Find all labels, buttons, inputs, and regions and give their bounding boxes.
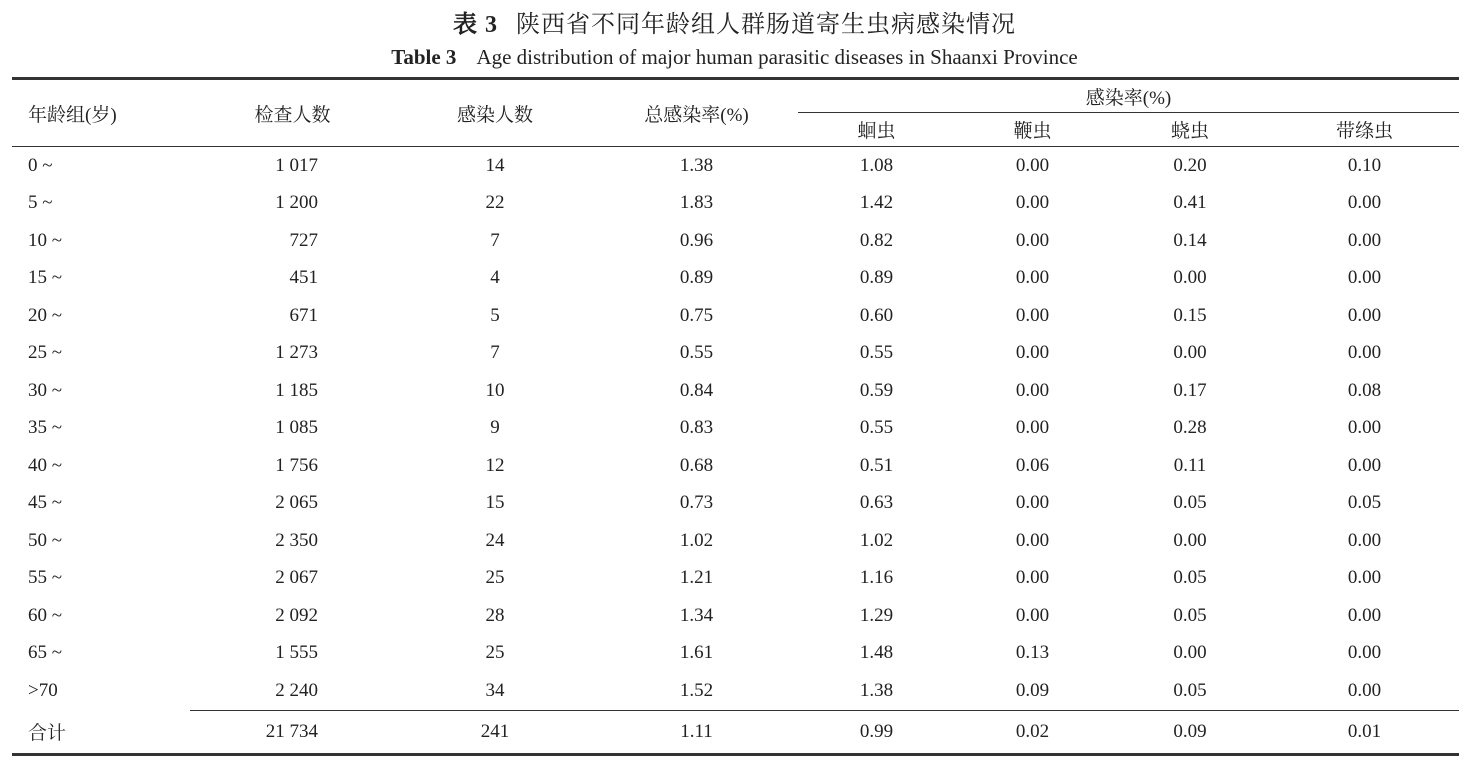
cell-infected: 14	[485, 154, 505, 176]
table-row	[12, 522, 1459, 560]
infection-table	[12, 77, 1459, 756]
cell-age-group: 35 ~	[28, 417, 63, 439]
cell-taenia-rate: 0.00	[1347, 567, 1382, 589]
cell-ascaris-rate: 0.60	[859, 304, 894, 326]
cell-taenia-rate: 0.00	[1347, 679, 1382, 701]
cell-ascaris-rate: 1.16	[859, 567, 894, 589]
cell-total-rate: 0.73	[679, 492, 714, 514]
cell-ascaris-rate: 0.59	[859, 379, 894, 401]
cell-infected: 15	[485, 492, 505, 514]
cell-taenia-rate: 0.00	[1347, 454, 1382, 476]
cell-enterobius-rate: 0.14	[1173, 229, 1207, 251]
cell-infected: 7	[490, 342, 500, 364]
cell-age-group: 10 ~	[28, 229, 63, 251]
cell-total-rate: 0.96	[679, 229, 714, 251]
cell-examined: 1 085	[275, 417, 318, 439]
cell-infected: 24	[485, 529, 505, 551]
cell-examined: 727	[289, 229, 318, 251]
cell-ascaris-rate: 1.48	[859, 642, 894, 664]
cell-examined: 1 017	[275, 154, 318, 176]
cell-ascaris-rate: 0.55	[859, 417, 894, 439]
cell-examined: 2 240	[275, 679, 318, 701]
cell-trichuris-rate: 0.00	[1015, 529, 1050, 551]
table-row	[12, 335, 1459, 373]
table-title-en	[0, 45, 1469, 70]
cell-ascaris-rate: 0.63	[859, 492, 894, 514]
cell-taenia-rate: 0.00	[1347, 604, 1382, 626]
cell-enterobius-rate: 0.11	[1173, 454, 1207, 476]
cell-enterobius-rate: 0.09	[1110, 710, 1270, 754]
cell-taenia-rate: 0.00	[1347, 192, 1382, 214]
cell-enterobius-rate: 0.00	[1173, 267, 1207, 289]
cell-infected: 28	[485, 604, 505, 626]
table-number-cn: 表 3	[453, 12, 498, 38]
header-examined: 检查人数	[254, 104, 331, 126]
cell-enterobius-rate: 0.20	[1173, 154, 1207, 176]
cell-ascaris-rate: 1.02	[859, 529, 894, 551]
cell-taenia-rate: 0.00	[1347, 417, 1382, 439]
cell-examined: 2 067	[275, 567, 318, 589]
cell-ascaris-rate: 0.89	[859, 267, 894, 289]
cell-enterobius-rate: 0.28	[1173, 417, 1207, 439]
cell-trichuris-rate: 0.00	[1015, 417, 1050, 439]
table-row	[12, 597, 1459, 635]
cell-infected: 25	[485, 567, 505, 589]
cell-age-group: 55 ~	[28, 567, 63, 589]
cell-taenia-rate: 0.00	[1347, 304, 1382, 326]
cell-examined: 1 555	[275, 642, 318, 664]
cell-age-group: 25 ~	[28, 342, 63, 364]
cell-total-rate: 0.55	[679, 342, 714, 364]
cell-enterobius-rate: 0.00	[1173, 529, 1207, 551]
table-row	[12, 185, 1459, 223]
table-row	[12, 485, 1459, 523]
cell-trichuris-rate: 0.09	[1015, 679, 1050, 701]
cell-taenia-rate: 0.08	[1347, 379, 1382, 401]
cell-age-group: 60 ~	[28, 604, 63, 626]
cell-trichuris-rate: 0.02	[955, 710, 1110, 754]
cell-ascaris-rate: 0.51	[859, 454, 894, 476]
cell-total-rate: 0.84	[679, 379, 714, 401]
header-infected: 感染人数	[456, 104, 533, 126]
cell-enterobius-rate: 0.05	[1173, 567, 1207, 589]
table-header	[12, 79, 1459, 147]
cell-taenia-rate: 0.01	[1270, 710, 1459, 754]
table-row	[12, 297, 1459, 335]
cell-infected: 34	[485, 679, 505, 701]
cell-taenia-rate: 0.00	[1347, 267, 1382, 289]
table-row	[12, 447, 1459, 485]
table-body	[12, 147, 1459, 755]
cell-infected: 4	[490, 267, 500, 289]
header-age-group: 年龄组(岁)	[28, 104, 117, 126]
table-number-en: Table 3	[391, 45, 457, 69]
cell-examined: 1 756	[275, 454, 318, 476]
cell-trichuris-rate: 0.00	[1015, 379, 1050, 401]
cell-infected: 22	[485, 192, 505, 214]
cell-infected: 9	[490, 417, 500, 439]
header-taenia: 带绦虫	[1336, 121, 1394, 142]
cell-trichuris-rate: 0.00	[1015, 492, 1050, 514]
cell-examined: 1 200	[275, 192, 318, 214]
cell-enterobius-rate: 0.00	[1173, 342, 1207, 364]
cell-age-group: 5 ~	[28, 192, 53, 214]
cell-examined: 451	[289, 267, 318, 289]
cell-enterobius-rate: 0.15	[1173, 304, 1207, 326]
cell-total-rate: 0.89	[679, 267, 714, 289]
cell-ascaris-rate: 1.08	[859, 154, 894, 176]
cell-age-group: 50 ~	[28, 529, 63, 551]
header-rate-group: 感染率(%)	[798, 79, 1459, 113]
table-row	[12, 260, 1459, 298]
table-title-cn	[0, 4, 1469, 39]
cell-trichuris-rate: 0.00	[1015, 192, 1050, 214]
table-row	[12, 222, 1459, 260]
table-row	[12, 410, 1459, 448]
table-row	[12, 147, 1459, 185]
cell-trichuris-rate: 0.00	[1015, 154, 1050, 176]
cell-total-rate: 1.11	[595, 710, 798, 754]
cell-total-rate: 0.68	[679, 454, 714, 476]
header-ascaris: 蛔虫	[857, 121, 896, 142]
cell-total-rate: 1.02	[679, 529, 714, 551]
cell-age-group: 65 ~	[28, 642, 63, 664]
cell-trichuris-rate: 0.00	[1015, 267, 1050, 289]
cell-examined: 671	[289, 304, 318, 326]
cell-trichuris-rate: 0.13	[1015, 642, 1050, 664]
table-row	[12, 372, 1459, 410]
cell-ascaris-rate: 1.42	[859, 192, 894, 214]
cell-infected: 25	[485, 642, 505, 664]
cell-age-group: 30 ~	[28, 379, 63, 401]
cell-taenia-rate: 0.00	[1347, 529, 1382, 551]
cell-total-rate: 1.21	[679, 567, 714, 589]
cell-age-group: 0 ~	[28, 154, 53, 176]
cell-age-group: 40 ~	[28, 454, 63, 476]
cell-trichuris-rate: 0.00	[1015, 567, 1050, 589]
cell-total-rate: 1.61	[679, 642, 714, 664]
cell-taenia-rate: 0.05	[1347, 492, 1382, 514]
cell-total-rate: 0.83	[679, 417, 714, 439]
cell-total-rate: 1.83	[679, 192, 714, 214]
cell-total-rate: 1.38	[679, 154, 714, 176]
cell-ascaris-rate: 0.99	[798, 710, 955, 754]
cell-trichuris-rate: 0.00	[1015, 342, 1050, 364]
cell-total-rate: 1.34	[679, 604, 714, 626]
cell-total-rate: 0.75	[679, 304, 714, 326]
cell-examined: 2 092	[275, 604, 318, 626]
cell-enterobius-rate: 0.41	[1173, 192, 1207, 214]
cell-ascaris-rate: 1.38	[859, 679, 894, 701]
cell-age-group: 15 ~	[28, 267, 63, 289]
total-row	[12, 710, 1459, 754]
cell-enterobius-rate: 0.17	[1173, 379, 1207, 401]
cell-infected: 12	[485, 454, 505, 476]
cell-taenia-rate: 0.10	[1347, 154, 1382, 176]
cell-enterobius-rate: 0.00	[1173, 642, 1207, 664]
cell-taenia-rate: 0.00	[1347, 229, 1382, 251]
cell-infected: 5	[490, 304, 500, 326]
cell-taenia-rate: 0.00	[1347, 642, 1382, 664]
cell-examined: 1 185	[275, 379, 318, 401]
cell-infected: 7	[490, 229, 500, 251]
table-row	[12, 672, 1459, 710]
cell-taenia-rate: 0.00	[1347, 342, 1382, 364]
cell-enterobius-rate: 0.05	[1173, 492, 1207, 514]
cell-infected: 241	[395, 710, 595, 754]
cell-age-group: >70	[28, 680, 58, 701]
cell-age-group: 20 ~	[28, 304, 63, 326]
cell-ascaris-rate: 1.29	[859, 604, 894, 626]
cell-trichuris-rate: 0.00	[1015, 229, 1050, 251]
cell-enterobius-rate: 0.05	[1173, 679, 1207, 701]
header-total-rate: 总感染率(%)	[644, 104, 749, 126]
cell-age-group: 合计	[28, 722, 67, 744]
cell-examined: 2 350	[275, 529, 318, 551]
table-row	[12, 560, 1459, 598]
table-caption-en: Age distribution of major human parasitic diseases in Shaanxi Province	[476, 45, 1078, 69]
cell-age-group: 45 ~	[28, 492, 63, 514]
cell-examined: 21 734	[190, 710, 395, 754]
table-row	[12, 635, 1459, 673]
cell-trichuris-rate: 0.00	[1015, 604, 1050, 626]
cell-enterobius-rate: 0.05	[1173, 604, 1207, 626]
cell-infected: 10	[485, 379, 505, 401]
table-caption-cn: 陕西省不同年龄组人群肠道寄生虫病感染情况	[516, 12, 1016, 38]
cell-ascaris-rate: 0.55	[859, 342, 894, 364]
cell-trichuris-rate: 0.06	[1015, 454, 1050, 476]
cell-trichuris-rate: 0.00	[1015, 304, 1050, 326]
cell-ascaris-rate: 0.82	[859, 229, 894, 251]
header-enterobius: 蛲虫	[1170, 121, 1209, 142]
cell-examined: 1 273	[275, 342, 318, 364]
cell-examined: 2 065	[275, 492, 318, 514]
cell-total-rate: 1.52	[679, 679, 714, 701]
header-trichuris: 鞭虫	[1013, 121, 1052, 142]
